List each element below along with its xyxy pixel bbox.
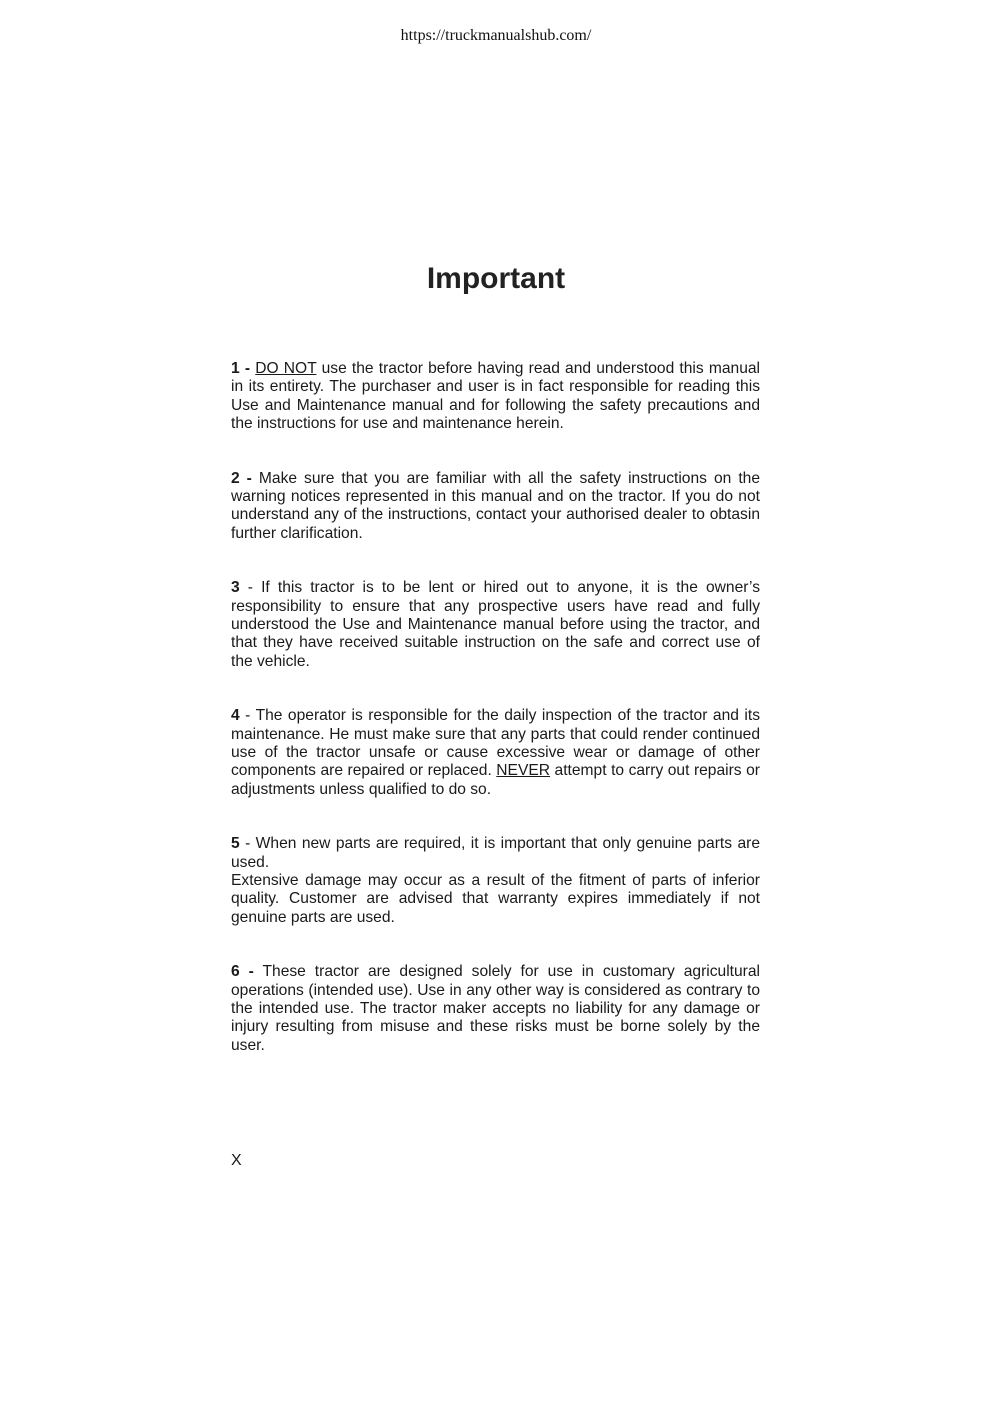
header-url: https://truckmanualshub.com/	[400, 27, 592, 44]
item-number: 5	[231, 835, 240, 853]
instruction-item-2	[231, 470, 760, 543]
item-text: These tractor are designed solely for use in customary agricultural operations (intended use). Use in any other way is considered as contrary to the intended use. The tractor maker accepts no liability for any damage or injury resulting from misuse and these risks must be borne solely by the user.	[231, 963, 760, 1054]
item-text: Make sure that you are familiar with all the safety instructions on the warning notices represented in this manual and on the tractor. If you do not understand any of the instructions, contact your authorised dealer to obtasin further clarification.	[231, 469, 760, 542]
instruction-item-4	[231, 707, 760, 798]
instruction-item-1	[231, 360, 760, 433]
item-number: 4	[231, 707, 240, 725]
item-text-continued: Extensive damage may occur as a result of the fitment of parts of inferior quality. Customer are advised that warranty expires immediately if not genuine parts are used.	[231, 871, 760, 926]
item-text: use the tractor before having read and understood this manual in its entirety. The purchaser and user is in fact responsible for reading this Use and Maintenance manual and for following the safety precautions and the instructions for use and maintenance herein.	[231, 360, 761, 432]
item-number: 1 -	[231, 360, 251, 377]
item-text: - When new parts are required, it is important that only genuine parts are used.	[231, 835, 760, 871]
item-number: 2 -	[231, 469, 252, 487]
item-text: - The operator is responsible for the daily inspection of the tractor and its maintenance. He must make sure that any parts that could render continued use of the tractor unsafe or cause excessive wear or damage of other components are repaired or replaced.	[231, 707, 760, 780]
instruction-item-5	[231, 835, 760, 926]
item-text: attempt to carry out repairs or adjustments unless qualified to do so.	[231, 762, 760, 798]
item-number: 3	[231, 579, 240, 597]
page-marker: X	[231, 1152, 242, 1169]
emphasis-never: NEVER	[496, 762, 551, 780]
emphasis-do-not: DO NOT	[255, 360, 317, 377]
page-title: Important	[426, 262, 566, 295]
instruction-item-3	[231, 579, 760, 670]
instruction-item-6	[231, 963, 760, 1054]
item-text: - If this tractor is to be lent or hired out to anyone, it is the owner’s responsibility to ensure that any prospective users have read and fully understood the Use and Maintenance manual before using the tractor, and that they have received suitable instruction on the safe and correct use of the vehicle.	[231, 579, 760, 670]
instructions-list	[231, 360, 760, 1091]
item-number: 6 -	[231, 963, 254, 981]
